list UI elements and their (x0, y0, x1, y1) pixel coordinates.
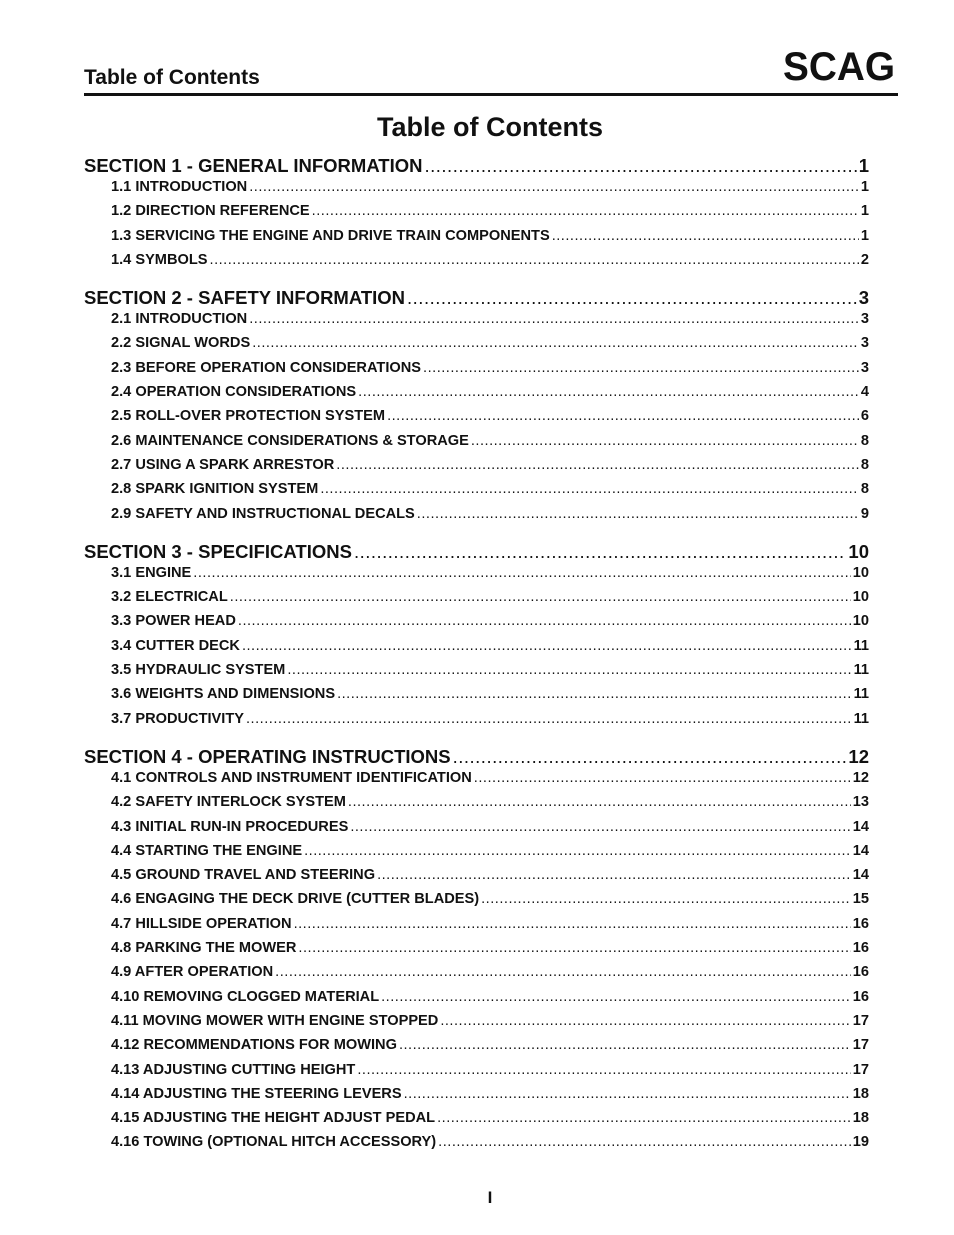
page-title: Table of Contents (377, 112, 603, 142)
dot-leader (350, 819, 850, 835)
dot-leader (249, 179, 859, 195)
dot-leader (210, 252, 859, 268)
toc-section[interactable] (84, 287, 869, 311)
dot-leader (348, 794, 851, 810)
page-header (84, 40, 898, 96)
toc-entry[interactable] (84, 408, 869, 432)
dot-leader (193, 565, 850, 581)
dot-leader (249, 311, 859, 327)
logo-text: SCAG (783, 46, 895, 86)
toc-entry[interactable] (84, 252, 869, 276)
toc-entry-label: 1.1 INTRODUCTION (111, 179, 248, 195)
toc-entry-page: 4 (860, 384, 869, 401)
toc-entry-page: 3 (860, 311, 869, 328)
toc-entry[interactable] (84, 179, 869, 203)
toc-entry[interactable] (84, 1134, 869, 1158)
toc-entry-page: 3 (860, 359, 869, 376)
toc-entry-label: 4.10 REMOVING CLOGGED MATERIAL (111, 988, 380, 1005)
dot-leader (471, 433, 859, 449)
toc-entry-label: 3.1 ENGINE (111, 564, 192, 581)
toc-entry[interactable] (84, 203, 869, 227)
dot-leader (275, 964, 851, 980)
toc-entry-page: 9 (860, 505, 869, 522)
toc-entry-page: 10 (852, 589, 869, 606)
dot-leader (354, 541, 846, 563)
dot-leader (298, 940, 850, 956)
dot-leader (358, 384, 859, 400)
toc-entry-label: 3.3 POWER HEAD (111, 613, 236, 630)
dot-leader (481, 891, 851, 907)
toc-entry[interactable] (84, 228, 869, 252)
toc-entry[interactable] (84, 891, 869, 915)
toc-entry-page: 14 (852, 842, 869, 859)
toc-entry-page: 1 (860, 203, 869, 220)
toc-entry-page: 18 (852, 1110, 869, 1127)
toc-entry-label: 4.2 SAFETY INTERLOCK SYSTEM (111, 794, 346, 811)
toc-entry-page: 1 (860, 227, 869, 244)
toc-entry[interactable] (84, 1013, 869, 1037)
dot-leader (423, 360, 859, 376)
toc-entry-label: 4.16 TOWING (OPTIONAL HITCH ACCESSORY) (111, 1134, 437, 1151)
toc-entry-page: 10 (852, 564, 869, 581)
dot-leader (242, 638, 852, 654)
toc-entry-label: 4.12 RECOMMENDATIONS FOR MOWING (111, 1037, 397, 1054)
toc-entry-label: 4.8 PARKING THE MOWER (111, 940, 297, 957)
toc-entry-page: 16 (852, 940, 869, 957)
toc-entry[interactable] (84, 843, 869, 867)
toc-entry[interactable] (84, 613, 869, 637)
page-number: I (487, 1188, 493, 1207)
toc-section-page: 10 (848, 540, 869, 562)
toc-entry[interactable] (84, 867, 869, 891)
toc-entry-page: 16 (852, 988, 869, 1005)
dot-leader (552, 228, 859, 244)
toc-entry[interactable] (84, 662, 869, 686)
toc-entry-label: 2.8 SPARK IGNITION SYSTEM (111, 481, 319, 498)
dot-leader (453, 746, 847, 768)
toc-section[interactable] (84, 746, 869, 770)
toc-section-label: SECTION 2 - SAFETY INFORMATION (84, 287, 406, 309)
toc-entry-label: 4.13 ADJUSTING CUTTING HEIGHT (111, 1061, 356, 1078)
toc-entry-label: 2.9 SAFETY AND INSTRUCTIONAL DECALS (111, 505, 415, 522)
toc-entry-label: 3.6 WEIGHTS AND DIMENSIONS (111, 686, 336, 703)
dot-leader (246, 711, 852, 727)
toc-entry[interactable] (84, 335, 869, 359)
dot-leader (357, 1062, 850, 1078)
toc-section[interactable] (84, 541, 869, 565)
dot-leader (238, 613, 851, 629)
toc-entry-label: 2.7 USING A SPARK ARRESTOR (111, 456, 335, 473)
dot-leader (252, 335, 859, 351)
toc-entry-label: 1.3 SERVICING THE ENGINE AND DRIVE TRAIN COMPONENTS (111, 227, 550, 244)
toc-entry-label: 3.4 CUTTER DECK (111, 637, 240, 654)
toc-entry-page: 10 (852, 613, 869, 630)
toc-entry-page: 11 (853, 686, 869, 703)
toc-entry-page: 17 (852, 1061, 869, 1078)
toc-entry[interactable] (84, 481, 869, 505)
dot-leader (230, 589, 851, 605)
toc-entry-label: 2.1 INTRODUCTION (111, 311, 248, 328)
toc-entry-page: 3 (860, 335, 869, 352)
toc-entry-label: 2.3 BEFORE OPERATION CONSIDERATIONS (111, 359, 422, 376)
toc-section[interactable] (84, 155, 869, 179)
toc-entry[interactable] (84, 638, 869, 662)
toc-entry-label: 4.5 GROUND TRAVEL AND STEERING (111, 867, 376, 884)
toc-entry[interactable] (84, 916, 869, 940)
toc-entry-label: 3.7 PRODUCTIVITY (111, 710, 244, 727)
toc-entry[interactable] (84, 1062, 869, 1086)
toc-entry-label: 1.2 DIRECTION REFERENCE (111, 203, 310, 220)
toc-entry-page: 16 (852, 964, 869, 981)
dot-leader (417, 506, 859, 522)
toc-entry[interactable] (84, 1086, 869, 1110)
toc-entry-page: 17 (852, 1012, 869, 1029)
toc-entry-page: 6 (860, 408, 869, 425)
dot-leader (337, 686, 851, 702)
toc-entry[interactable] (84, 565, 869, 589)
toc-entry-page: 2 (860, 251, 869, 268)
dot-leader (312, 203, 859, 219)
dot-leader (474, 770, 851, 786)
toc-entry[interactable] (84, 770, 869, 794)
dot-leader (294, 916, 851, 932)
toc-entry-label: 4.6 ENGAGING THE DECK DRIVE (CUTTER BLADES) (111, 891, 480, 908)
toc-entry[interactable] (84, 457, 869, 481)
toc-entry-page: 1 (860, 179, 869, 195)
toc-entry-page: 8 (860, 432, 869, 449)
toc-entry[interactable] (84, 433, 869, 457)
toc-entry-page: 17 (852, 1037, 869, 1054)
toc-entry[interactable] (84, 989, 869, 1013)
toc-section-page: 1 (858, 155, 869, 176)
toc-entry-label: 4.11 MOVING MOWER WITH ENGINE STOPPED (111, 1012, 439, 1029)
dot-leader (437, 1110, 851, 1126)
toc-entry[interactable] (84, 506, 869, 530)
toc-entry[interactable] (84, 1110, 869, 1134)
toc-section-page: 12 (848, 745, 869, 767)
toc-entry-page: 14 (852, 818, 869, 835)
dot-leader (304, 843, 851, 859)
toc-entry-label: 2.2 SIGNAL WORDS (111, 335, 251, 352)
dot-leader (336, 457, 859, 473)
toc-entry-label: 4.14 ADJUSTING THE STEERING LEVERS (111, 1085, 402, 1102)
toc-entry[interactable] (84, 311, 869, 335)
toc-entry-label: 3.5 HYDRAULIC SYSTEM (111, 662, 286, 679)
toc-entry[interactable] (84, 589, 869, 613)
toc-entry[interactable] (84, 1037, 869, 1061)
toc-entry[interactable] (84, 384, 869, 408)
toc-entry-label: 4.15 ADJUSTING THE HEIGHT ADJUST PEDAL (111, 1110, 436, 1127)
dot-leader (320, 481, 859, 497)
toc-section-label: SECTION 4 - OPERATING INSTRUCTIONS (84, 745, 451, 767)
toc-section-label: SECTION 1 - GENERAL INFORMATION (84, 155, 423, 176)
dot-leader (425, 155, 857, 177)
toc-entry-label: 4.7 HILLSIDE OPERATION (111, 915, 292, 932)
toc-section-label: SECTION 3 - SPECIFICATIONS (84, 540, 352, 562)
header-divider (84, 93, 898, 96)
toc-entry[interactable] (84, 360, 869, 384)
scag-logo (780, 46, 898, 86)
dot-leader (381, 989, 851, 1005)
toc-entry[interactable] (84, 711, 869, 735)
toc-entry-label: 4.3 INITIAL RUN-IN PROCEDURES (111, 818, 349, 835)
toc-entry-page: 19 (852, 1134, 869, 1151)
toc-entry-page: 11 (853, 662, 869, 679)
toc-entry[interactable] (84, 794, 869, 818)
toc-entry-label: 1.4 SYMBOLS (111, 251, 208, 268)
toc-entry-page: 12 (852, 769, 869, 786)
toc-entry[interactable] (84, 940, 869, 964)
toc-entry-page: 8 (860, 456, 869, 473)
toc-entry-page: 15 (852, 891, 869, 908)
toc-section-page: 3 (858, 287, 869, 309)
toc-entry[interactable] (84, 819, 869, 843)
toc-entry-label: 4.9 AFTER OPERATION (111, 964, 274, 981)
dot-leader (287, 662, 851, 678)
toc-entry[interactable] (84, 964, 869, 988)
toc-entry-label: 2.4 OPERATION CONSIDERATIONS (111, 384, 357, 401)
toc-entry-page: 11 (853, 710, 869, 727)
toc-entry-label: 2.6 MAINTENANCE CONSIDERATIONS & STORAGE (111, 432, 469, 449)
table-of-contents (84, 155, 869, 1159)
dot-leader (438, 1134, 851, 1150)
toc-entry-page: 8 (860, 481, 869, 498)
toc-entry-label: 2.5 ROLL-OVER PROTECTION SYSTEM (111, 408, 386, 425)
dot-leader (387, 408, 859, 424)
toc-entry-label: 3.2 ELECTRICAL (111, 589, 228, 606)
toc-entry-label: 4.4 STARTING THE ENGINE (111, 842, 303, 859)
toc-entry[interactable] (84, 686, 869, 710)
dot-leader (399, 1037, 851, 1053)
toc-entry-page: 16 (852, 915, 869, 932)
dot-leader (404, 1086, 851, 1102)
dot-leader (407, 287, 857, 309)
toc-entry-page: 11 (853, 637, 869, 654)
dot-leader (440, 1013, 850, 1029)
toc-entry-page: 14 (852, 867, 869, 884)
toc-entry-page: 18 (852, 1085, 869, 1102)
header-title: Table of Contents (84, 66, 260, 89)
toc-entry-page: 13 (852, 794, 869, 811)
dot-leader (377, 867, 851, 883)
toc-entry-label: 4.1 CONTROLS AND INSTRUMENT IDENTIFICATION (111, 769, 472, 786)
